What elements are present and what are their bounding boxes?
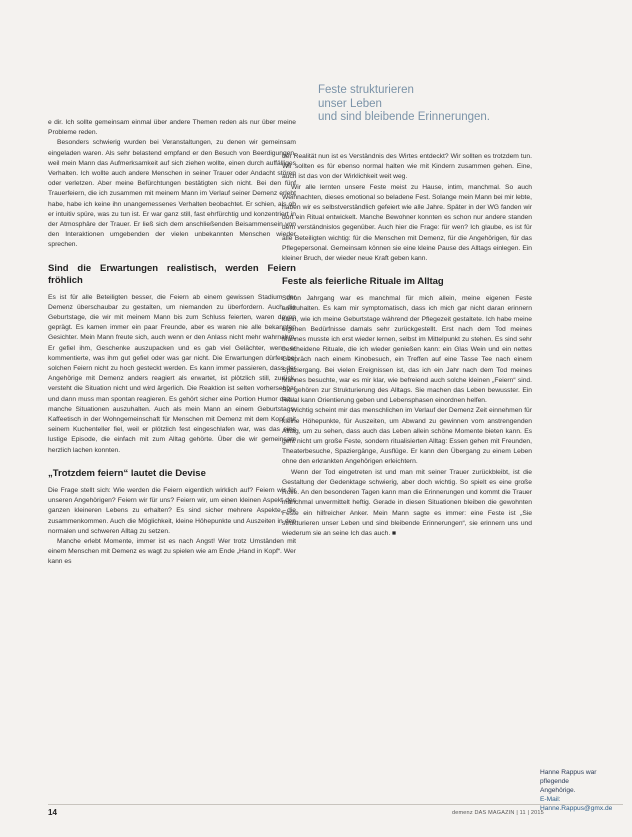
pull-quote-line-3: und sind bleibende Erinnerungen. bbox=[318, 111, 490, 123]
section-heading: Sind die Erwartungen realistisch, werden Feiern fröhlich bbox=[48, 262, 296, 286]
caption-line: Angehörige. bbox=[540, 787, 576, 794]
left-column bbox=[48, 118, 296, 568]
section-heading: „Trotzdem feiern“ lautet die Devise bbox=[48, 467, 206, 479]
body-paragraph: e dir. Ich sollte gemeinsam einmal über andere Themen reden als nur über meine Probleme reden. bbox=[48, 119, 296, 137]
pull-quote bbox=[318, 84, 618, 125]
end-mark-icon: ■ bbox=[392, 529, 397, 537]
page-number: 14 bbox=[48, 808, 57, 817]
author-email: E-Mail: Hanne.Rappus@gmx.de bbox=[540, 796, 613, 812]
body-paragraph bbox=[282, 468, 532, 539]
pull-quote-line-1: Feste strukturieren bbox=[318, 84, 414, 96]
body-paragraph: Wir alle lernten unsere Feste meist zu Hause, intim, manchmal. So auch Weihnachten, dieses emotional so beladene Fest. Solange mein Mann bei mir lebte, haben wir es selbstverständlich gefeiert wie alle Jahre. Später in der WG fanden wir dort ein Ritual entwickelt. Manche Bewohner konnten es schon nur andere standen dem verständnislos gegenüber. Auch hier die Frage: für wen? Ich glaube, es ist für alle Beteiligten wichtig: für die Menschen mit Demenz, für die Angehörigen, für das Pflegepersonal. Gemeinsam können sie eine kleine Pause des Alltags einlegen. Ein kleiner Bruch, der wieder neue Kraft geben kann. bbox=[282, 183, 532, 263]
body-paragraph: der Realität nun ist es Verständnis des Wirtes entdeckt? Wir sollten es trotzdem tun. Wir sollten es für ebenso normal halten wie mit Kindern zusammen gehen. Eine, auch ist das von der Wirklichkeit weit weg. bbox=[282, 153, 532, 181]
footer-divider bbox=[48, 804, 623, 805]
section-heading: Feste als feierliche Rituale im Alltag bbox=[282, 276, 444, 288]
body-paragraph: Die Frage stellt sich: Wie werden die Feiern eigentlich wirklich auf? Feiern wir für unseren Angehörigen? Feiern wir für uns? Feiern wir, um einen kleinen Aspekt des ganzen kleineren Lebens zu erhalten? Es sind sicher mehrere Aspekte, die zusammenkommen. Auch die Möglichkeit, kleine Höhepunkte und Auszeiten in den normalen und schweren Alltag zu setzen. bbox=[48, 486, 296, 535]
body-text: Wenn der Tod eingetreten ist und man mit seiner Trauer zurückbleibt, ist die Gestaltung der Gedenktage schwierig, aber doch wichtig. So spielt es eine große Rolle. An den besonderen Tagen kann man die Erinnerungen und kommt die Trauer manchmal unvermittelt heftig. Gerade in diesen Situationen bleiben die gewohnten Feste ein hilfreicher Anker. Mein Mann sagte es immer: eine Feste ist „Sie strukturieren unser Leben und sind bleibende Erinnerungen“, sie erinnern uns und wiederum sie an seine Ich das auch. bbox=[282, 468, 532, 537]
caption-line: Hanne Rappus war pflegende bbox=[540, 769, 597, 785]
body-paragraph: Es ist für alle Beteiligten besser, die Feiern ab einem gewissen Stadium der Demenz überschaubar zu gestalten, um niemanden zu überfordern. Auch die Geburtstage, die wir mit meinem Mann bis zum Schluss feierten, waren davon geprägt. Es kamen immer ein paar Freunde, aber es waren nie alle bekannten Gesichter. Mein Mann freute sich, auch wenn er den Anlass nicht mehr wahrnahm. Er gefiel ihm, Geschenke auszupacken und es gab viel Gelächter, wenn er kommentierte, was ihm gut gefiel oder was gar nicht. Die Erwartungen dürfen bei solchen Feiern nicht zu hoch gesteckt werden. Es kann immer passieren, dass der Angehörige mit Demenz anders reagiert als erwartet, ist plötzlich still, zurück, versteht die Situation nicht und wird ärgerlich. Die Reaktion ist selten vorhersehbar und dann muss man spontan reagieren. Es gehört sicher eine Portion Humor dazu, manche Situationen auszuhalten. Auch als mein Mann an einem Geburtstags-Kaffeetisch in der Wohngemeinschaft für Menschen mit Demenz mit dem Kopf mit seinem Kuchenteller fiel, weil er plötzlich fest eingeschlafen war, was das eine lustige Episode, die einfach mit zum Alltag gehörte. Über die wir gemeinsam herzlich lachen konnten. bbox=[48, 293, 296, 454]
body-paragraph: Wichtig scheint mir das menschlichen im Verlauf der Demenz Zeit einnehmen für kleine Höhepunkte, für Auszeiten, um Abwand zu gewinnen vom anstrengenden Alltag, um zu sehen, dass auch das Leben allein schöne Momente bieten kann. Es geht nicht um große Feste, sondern ritualisierten Alltag: Essen gehen mit Freunden, Theaterbesuche, Spaziergänge, Ausflüge. Er kann den Übergang zu einem Leben ohne den erkrankten Angehörigen erleichtern. bbox=[282, 407, 532, 466]
author-caption bbox=[540, 768, 624, 813]
magazine-footer: demenz DAS MAGAZIN | 11 | 2015 bbox=[452, 810, 544, 816]
body-paragraph: Besonders schwierig wurden bei Veranstaltungen, zu denen wir gemeinsam eingeladen waren. Als sehr belastend empfand er den Besuch von Beerdigungen, weil mein Mann das Aufmerksamkeit auf sich ziehen wollte, einen durch auffälliges Verhalten. Ich wollte auch andere Menschen in seiner Trauer oder Andacht stören oder verletzen. Aber meine Befürchtungen bestätigten sich nicht. Bei den fünf Trauerfeiern, die ich zusammen mit meinem Mann im Verlauf seiner Demenz erlebt habe, habe ich keine ihn unangemessenes Verhalten beobachtet. Er schien, als ob er intuitiv spüre, was zu tun ist. Er war ganz still, fast ehrfürchtig und konzentriert in der Atmosphäre der Trauer. Er ließ sich dem anschließenden Beisammensein von den Interaktionen umgebenden der vielen unbekannten Menschen wieder sprechen. bbox=[48, 139, 296, 249]
pull-quote-line-2: unser Leben bbox=[318, 97, 382, 110]
body-paragraph: Manche erlebt Momente, immer ist es nach Angst! Wer trotz Umständen mit einem Menschen mit Demenz es wagt zu spielen wie am Ende „Hand in Kopf“. Wer kann es bbox=[48, 537, 296, 566]
right-column bbox=[282, 152, 532, 539]
body-paragraph: Schon Jahrgang war es manchmal für mich allein, meine eigenen Feste auszuhalten. Es kam mir symptomatisch, dass ich mich gar nicht daran erinnern kann, wie ich meine Geburtstage während der Pflegezeit gestaltete. Ich habe meine eigenen Bedürfnisse damals sehr zurückgestellt. Erst nach dem Tod meines Mannes musste ich erst wieder lernen, selbst im Mittelpunkt zu stehen. Es sind sehr bescheidene Rituale, die ich wieder genießen kann: ein Glas Wein und ein nettes Gespräch nach einem Kinobesuch, ein Treffen auf eine Tasse Tee nach einem Spaziergang. Bei vielen Ereignissen ist, das ich ein Jahr nach dem Tod meines Mannes besuchte, war es mir klar, wie befreiend auch solche kleinen „Feiern“ sind. Sie gehören zur Strukturierung des Alltags. Sie machen das Leben bewusster. Ein Ritual kann Orientierung geben und Lebensphasen einordnen helfen. bbox=[282, 295, 532, 405]
